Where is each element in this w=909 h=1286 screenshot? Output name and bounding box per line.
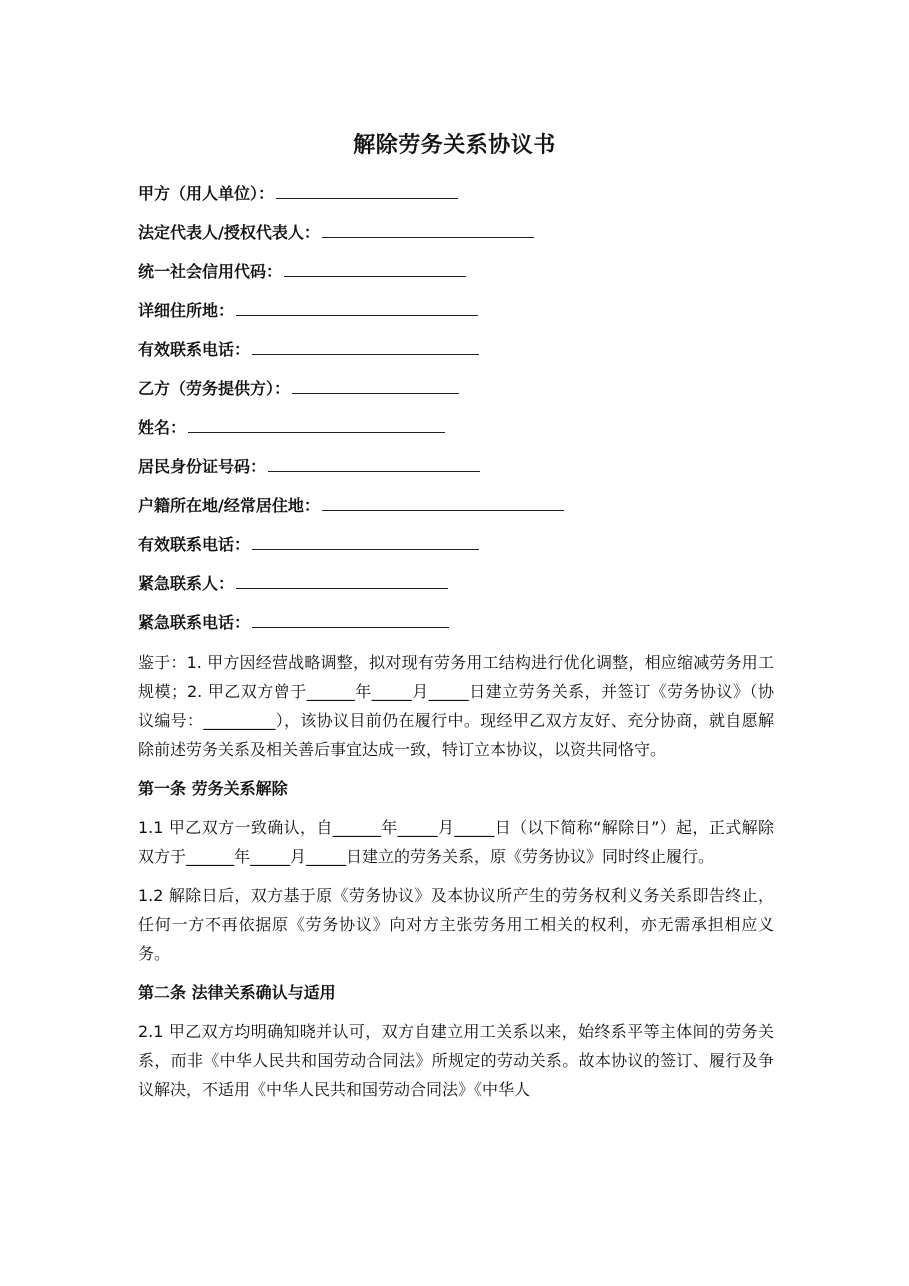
fill-blank[interactable]: [252, 531, 479, 550]
field-label: 法定代表人/授权代表人：: [138, 223, 320, 242]
field-address: [138, 297, 778, 336]
article-2-clause-1: 2.1 甲乙双方均明确知晓并认可，双方自建立用工关系以来，始终系平等主体间的劳务关系，而非《中华人民共和国劳动合同法》所规定的劳动关系。故本协议的签订、履行及争议解决，不适用《中华人民共和国劳动合同法》《中华人: [138, 1022, 774, 1099]
field-credit-code: [138, 258, 778, 297]
field-emergency-phone: [138, 609, 778, 648]
field-phone-b: [138, 531, 778, 570]
fill-blank[interactable]: [252, 336, 479, 355]
article-1-clause-1: 1.1 甲乙双方一致确认，自______年_____月_____日（以下简称“解除日”）起，正式解除双方于______年_____月_____日建立的劳务关系，原《劳务协议》同时终止履行。: [138, 818, 774, 866]
field-label: 乙方（劳务提供方）：: [138, 379, 291, 398]
fill-blank[interactable]: [292, 375, 459, 394]
field-party-a: [138, 180, 778, 219]
field-legal-representative: [138, 219, 778, 258]
fill-blank[interactable]: [268, 453, 480, 472]
article-2-heading: 第二条 法律关系确认与适用: [138, 983, 336, 1002]
document-title: 解除劳务关系协议书: [353, 133, 556, 158]
fill-blank[interactable]: [252, 609, 449, 628]
field-label: 紧急联系电话：: [138, 613, 251, 632]
field-label: 有效联系电话：: [138, 535, 251, 554]
fill-blank[interactable]: [284, 258, 466, 277]
preamble-paragraph: 鉴于：1. 甲方因经营战略调整，拟对现有劳务用工结构进行优化调整，相应缩减劳务用工规模；2. 甲乙双方曾于______年_____月_____日建立劳务关系，并签订《劳务协议》（协议编号：_________），该协议目前仍在履行中。现经甲乙双方友好、充分协商，就自愿解除前述劳务关系及相关善后事宜达成一致，特订立本协议，以资共同恪守。: [138, 653, 774, 759]
fill-blank[interactable]: [276, 180, 458, 199]
agreement-body: [138, 648, 774, 1114]
field-label: 户籍所在地/经常居住地：: [138, 496, 320, 515]
article-1-heading: 第一条 劳务关系解除: [138, 779, 288, 798]
field-residence: [138, 492, 778, 531]
article-1-clause-2: 1.2 解除日后，双方基于原《劳务协议》及本协议所产生的劳务权利义务关系即告终止，任何一方不再依据原《劳务协议》向对方主张劳务用工相关的权利，亦无需承担相应义务。: [138, 886, 774, 963]
field-phone-a: [138, 336, 778, 375]
field-party-b: [138, 375, 778, 414]
field-label: 居民身份证号码：: [138, 457, 267, 476]
fill-blank[interactable]: [188, 414, 445, 433]
fill-blank[interactable]: [322, 492, 564, 511]
field-label: 甲方（用人单位）：: [138, 184, 275, 203]
field-label: 姓名：: [138, 418, 187, 437]
field-name: [138, 414, 778, 453]
fill-blank[interactable]: [322, 219, 534, 238]
field-label: 有效联系电话：: [138, 340, 251, 359]
fill-blank[interactable]: [236, 570, 448, 589]
field-id-number: [138, 453, 778, 492]
field-label: 紧急联系人：: [138, 574, 235, 593]
field-label: 详细住所地：: [138, 301, 235, 320]
party-info-fields: [138, 180, 778, 648]
fill-blank[interactable]: [236, 297, 478, 316]
field-emergency-contact: [138, 570, 778, 609]
field-label: 统一社会信用代码：: [138, 262, 283, 281]
